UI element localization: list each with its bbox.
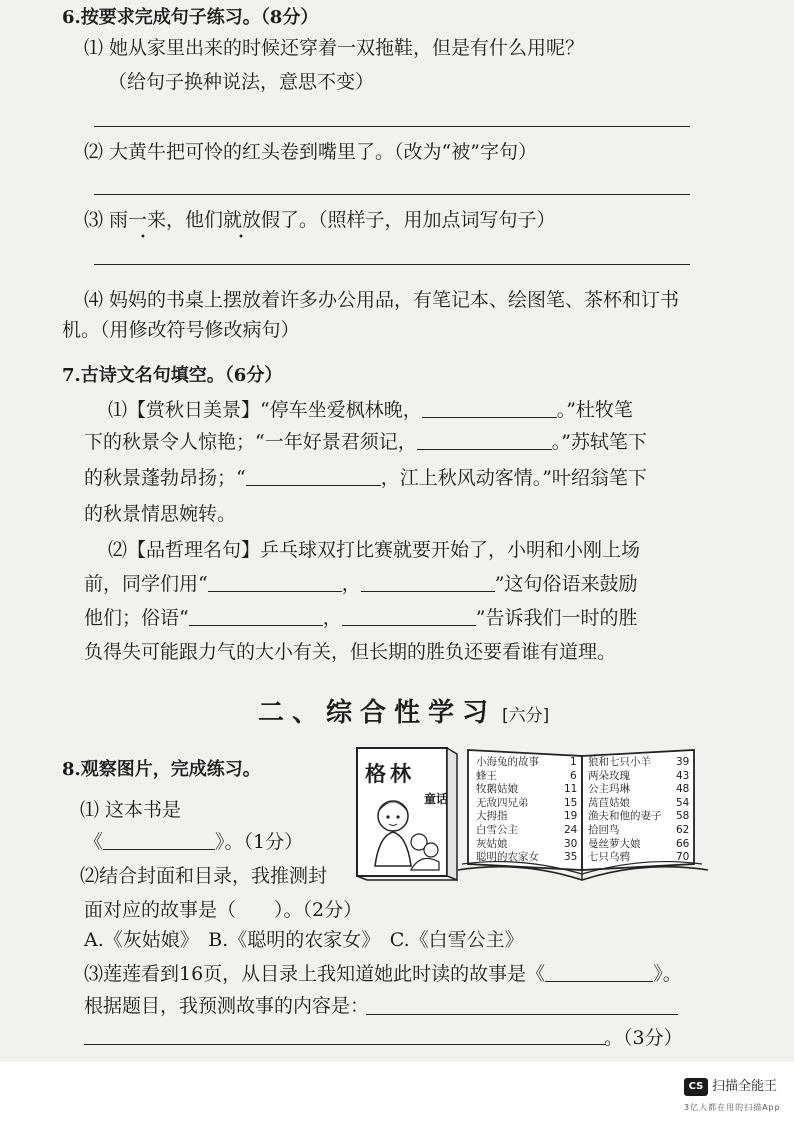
q7-line6: 前，同学们用“ ， ”这句俗语来鼓励 [84, 573, 638, 595]
fill-blank[interactable] [246, 467, 381, 486]
q6-item3: ⑶ 雨一来，他们就放假了。（照样子，用加点词写句子） [84, 209, 556, 231]
book-cover-subtitle: 童话 [424, 792, 449, 806]
fill-blank[interactable] [422, 399, 557, 418]
fill-blank[interactable] [545, 963, 653, 982]
q6-item1: ⑴ 她从家里出来的时候还穿着一双拖鞋，但是有什么用呢？ [84, 37, 585, 59]
answer-line[interactable] [94, 126, 690, 127]
camscanner-logo: CS [684, 1078, 708, 1096]
q8-sub3: ⑶莲莲看到16页，从目录上我知道她此时读的故事是《 》。 [84, 963, 682, 985]
q6-item1-instruction: （给句子换种说法，意思不变） [108, 71, 375, 93]
q6-title: 6.按要求完成句子练习。（8分） [62, 7, 319, 28]
q7-line7: 他们；俗语“ ， ”告诉我们一时的胜 [84, 607, 638, 629]
q7-line5: ⑵【品哲理名句】乒乓球双打比赛就要开始了，小明和小刚上场 [108, 539, 641, 561]
q8-predict-label: 根据题目，我预测故事的内容是： [84, 995, 370, 1017]
q7-title: 7.古诗文名句填空。（6分） [62, 365, 283, 386]
q8-sub1-answer: 《 》。（1分） [84, 831, 304, 853]
camscanner-name: 扫描全能王 [712, 1079, 778, 1094]
section-heading: 二、综合性学习 [六分] [258, 698, 550, 728]
fill-blank[interactable] [208, 573, 342, 592]
q8-score: 。（3分） [604, 1027, 683, 1049]
camscanner-tagline: 3亿人都在用的扫描App [684, 1103, 781, 1112]
q7-line1: ⑴【赏秋日美景】“停车坐爱枫林晚， 。”杜牧笔 [108, 399, 633, 421]
book-cover-title: 格林 [365, 762, 415, 786]
q8-sub1: ⑴ 这本书是 [80, 799, 182, 821]
emphasis-dot: • [140, 232, 146, 243]
answer-line[interactable] [94, 194, 690, 195]
fill-blank[interactable] [417, 431, 552, 450]
fill-blank[interactable] [361, 573, 495, 592]
q8-sub2: ⑵结合封面和目录，我推测封 [80, 865, 328, 887]
q7-line8: 负得失可能跟力气的大小有关，但长期的胜负还要看谁有道理。 [84, 641, 617, 663]
q8-title: 8.观察图片，完成练习。 [62, 759, 261, 780]
fill-blank[interactable] [342, 607, 476, 626]
answer-line[interactable] [84, 1044, 606, 1045]
emphasis-dot: • [238, 232, 244, 243]
fill-blank[interactable] [103, 831, 215, 850]
q7-line3: 的秋景蓬勃昂扬；“ ，江上秋风动客情。”叶绍翁笔下 [84, 467, 647, 489]
answer-line[interactable] [94, 264, 690, 265]
q6-item4-cont: 机。（用修改符号修改病句） [62, 319, 300, 341]
q8-sub2-cont: 面对应的故事是（ ）。（2分） [84, 899, 363, 921]
answer-line[interactable] [366, 1014, 678, 1015]
q7-line4: 的秋景情思婉转。 [84, 503, 237, 525]
q6-item2: ⑵ 大黄牛把可怜的红头卷到嘴里了。（改为“被”字句） [84, 141, 537, 163]
q8-options: A.《灰姑娘》 B.《聪明的农家女》 C.《白雪公主》 [84, 929, 524, 951]
fill-blank[interactable] [189, 607, 323, 626]
q7-line2: 下的秋景令人惊艳；“一年好景君须记， 。”苏轼笔下 [84, 431, 647, 453]
section-score: [六分] [502, 706, 550, 726]
q6-item4: ⑷ 妈妈的书桌上摆放着许多办公用品，有笔记本、绘图笔、茶杯和订书 [84, 289, 680, 311]
